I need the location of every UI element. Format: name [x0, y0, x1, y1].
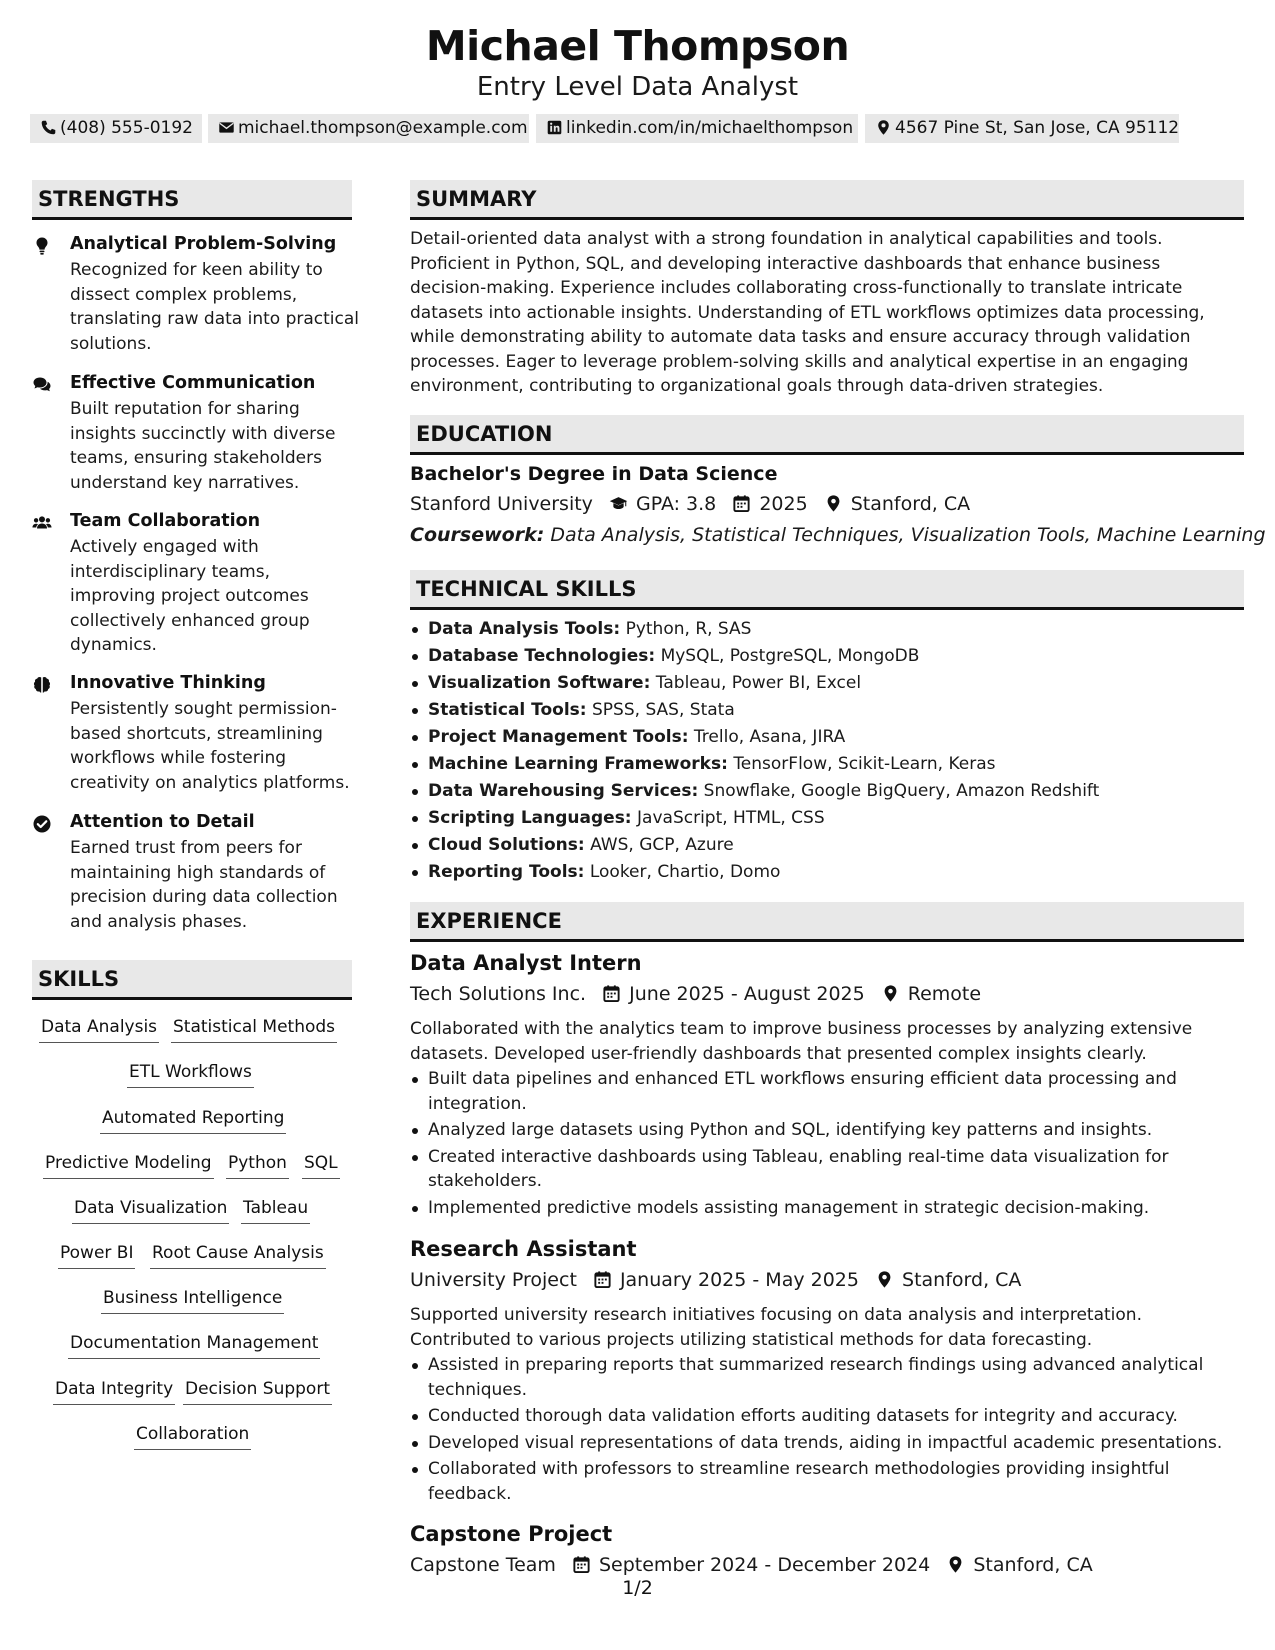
experience-heading: EXPERIENCE	[410, 902, 1244, 942]
skill-tag: Root Cause Analysis	[150, 1241, 326, 1269]
job-location: Stanford, CA	[973, 1554, 1093, 1576]
job-dates: September 2024 - December 2024	[598, 1554, 931, 1576]
map-marker-icon	[946, 1555, 965, 1574]
skill-tag: ETL Workflows	[127, 1060, 254, 1088]
skill-category: Cloud Solutions:	[428, 835, 585, 855]
map-marker-icon	[824, 494, 843, 513]
skill-category: Data Analysis Tools:	[428, 619, 621, 639]
list-item	[410, 859, 1240, 886]
email-chip[interactable]	[208, 114, 529, 143]
list-item	[410, 832, 1240, 859]
list-item	[410, 805, 1240, 832]
job-organization: Capstone Team	[410, 1554, 556, 1576]
skill-values: Tableau, Power BI, Excel	[655, 673, 862, 693]
strength-description: Built reputation for sharing insights succinctly with diverse teams, ensuring stakeholders understand key narratives.	[70, 399, 336, 493]
job-meta	[410, 1269, 1021, 1291]
address-chip	[865, 114, 1179, 143]
education-meta	[410, 493, 970, 515]
skill-category: Database Technologies:	[428, 646, 656, 666]
skill-values: Snowflake, Google BigQuery, Amazon Redshift	[703, 781, 1100, 801]
job-description: Collaborated with the analytics team to improve business processes by analyzing extensive datasets. Developed user-friendly dashboards that presented complex insights clearly.	[410, 1019, 1193, 1064]
technical-skills-heading: TECHNICAL SKILLS	[410, 570, 1244, 610]
strength-description: Recognized for keen ability to dissect complex problems, translating raw data into practical solutions.	[70, 260, 359, 354]
education-location: Stanford, CA	[850, 493, 971, 515]
skill-category: Scripting Languages:	[428, 808, 632, 828]
skill-tag: Statistical Methods	[171, 1015, 337, 1043]
strength-title: Innovative Thinking	[70, 673, 266, 693]
strength-title: Attention to Detail	[70, 812, 255, 832]
job-title: Research Assistant	[410, 1237, 637, 1261]
education-heading: EDUCATION	[410, 415, 1244, 455]
address-text: 4567 Pine St, San Jose, CA 95112	[895, 118, 1180, 138]
skill-values: TensorFlow, Scikit-Learn, Keras	[733, 754, 996, 774]
skill-values: Python, R, SAS	[625, 619, 752, 639]
skill-tag: Power BI	[58, 1241, 135, 1269]
job-organization: University Project	[410, 1269, 577, 1291]
map-marker-icon	[875, 1270, 894, 1289]
brain-icon	[32, 675, 54, 697]
calendar-icon	[593, 1270, 612, 1289]
skill-values: JavaScript, HTML, CSS	[637, 808, 825, 828]
job-title: Data Analyst Intern	[410, 951, 642, 975]
skill-tag: Automated Reporting	[100, 1106, 286, 1134]
skill-tag: Tableau	[241, 1196, 310, 1224]
graduation-year: 2025	[759, 493, 808, 515]
lightbulb-icon	[32, 236, 54, 258]
linkedin-text: linkedin.com/in/michaelthompson	[566, 118, 854, 138]
skill-tag: SQL	[302, 1151, 340, 1179]
strength-title: Analytical Problem-Solving	[70, 234, 337, 254]
skill-category: Data Warehousing Services:	[428, 781, 699, 801]
job-bullets	[410, 1067, 1240, 1222]
skill-values: Looker, Chartio, Domo	[589, 862, 781, 882]
list-item: Analyzed large datasets using Python and SQL, identifying key patterns and insights.	[410, 1118, 1240, 1143]
list-item: Conducted thorough data validation efforts auditing datasets for integrity and accuracy.	[410, 1404, 1240, 1429]
map-marker-icon	[875, 119, 892, 136]
calendar-icon	[572, 1555, 591, 1574]
skill-category: Statistical Tools:	[428, 700, 587, 720]
list-item: Created interactive dashboards using Tableau, enabling real-time data visualization for stakeholders.	[410, 1145, 1240, 1194]
job-description: Supported university research initiatives focusing on data analysis and interpretation. Contributed to various projects utilizing statistical methods for data forecasting.	[410, 1305, 1142, 1350]
skill-category: Visualization Software:	[428, 673, 651, 693]
contact-bar	[30, 114, 1244, 143]
users-icon	[32, 513, 54, 535]
skill-values: MySQL, PostgreSQL, MongoDB	[660, 646, 920, 666]
list-item: Collaborated with professors to streamline research methodologies providing insightful feedback.	[410, 1457, 1240, 1506]
graduation-cap-icon	[609, 494, 628, 513]
skill-values: SPSS, SAS, Stata	[592, 700, 735, 720]
job-meta	[410, 1554, 1093, 1576]
linkedin-chip[interactable]	[536, 114, 858, 143]
gpa-text: GPA: 3.8	[635, 493, 717, 515]
job-title: Capstone Project	[410, 1522, 613, 1546]
list-item: Developed visual representations of data trends, aiding in impactful academic presentations.	[410, 1431, 1240, 1456]
strength-title: Effective Communication	[70, 373, 316, 393]
strengths-heading: STRENGTHS	[32, 180, 352, 220]
job-dates: January 2025 - May 2025	[619, 1269, 859, 1291]
list-item: Built data pipelines and enhanced ETL workflows ensuring efficient data processing and integration.	[410, 1067, 1240, 1116]
list-item: Implemented predictive models assisting management in strategic decision-making.	[410, 1196, 1240, 1221]
coursework-text: Data Analysis, Statistical Techniques, Visualization Tools, Machine Learning	[550, 524, 1266, 546]
comments-icon	[32, 375, 54, 397]
list-item	[410, 670, 1240, 697]
coursework-label: Coursework:	[410, 524, 545, 546]
coursework-line	[410, 524, 1266, 546]
skill-tag: Data Visualization	[72, 1196, 229, 1224]
skill-tag: Predictive Modeling	[43, 1151, 214, 1179]
skill-tag: Collaboration	[134, 1422, 251, 1450]
candidate-role: Entry Level Data Analyst	[476, 72, 799, 102]
skill-category: Project Management Tools:	[428, 727, 689, 747]
strength-title: Team Collaboration	[70, 511, 261, 531]
linkedin-icon	[546, 119, 563, 136]
list-item	[410, 724, 1240, 751]
list-item	[410, 616, 1240, 643]
calendar-icon	[602, 984, 621, 1003]
strength-description: Earned trust from peers for maintaining high standards of precision during data collection and analysis phases.	[70, 838, 338, 932]
job-organization: Tech Solutions Inc.	[410, 983, 587, 1005]
list-item: Assisted in preparing reports that summarized research findings using advanced analytical techniques.	[410, 1353, 1240, 1402]
skill-tag: Decision Support	[183, 1377, 332, 1405]
phone-chip[interactable]	[30, 114, 202, 143]
strength-description: Actively engaged with interdisciplinary teams, improving project outcomes collectively enhanced group dynamics.	[70, 537, 310, 655]
phone-icon	[40, 119, 57, 136]
list-item	[410, 751, 1240, 778]
job-location: Stanford, CA	[902, 1269, 1022, 1291]
skill-values: AWS, GCP, Azure	[590, 835, 734, 855]
school-name: Stanford University	[410, 493, 593, 515]
page-indicator: 1/2	[622, 1577, 653, 1599]
skills-heading: SKILLS	[32, 960, 352, 1000]
job-bullets	[410, 1353, 1240, 1508]
envelope-icon	[218, 119, 235, 136]
check-circle-icon	[32, 814, 54, 836]
calendar-icon	[732, 494, 751, 513]
strength-description: Persistently sought permission-based shortcuts, streamlining workflows while fostering creativity on analytics platforms.	[70, 699, 350, 793]
degree-title: Bachelor's Degree in Data Science	[410, 463, 778, 485]
map-marker-icon	[881, 984, 900, 1003]
skill-category: Machine Learning Frameworks:	[428, 754, 728, 774]
summary-text: Detail-oriented data analyst with a strong foundation in analytical capabilities and tools. Proficient in Python, SQL, and developing interactive dashboards that enhance business decision-making. Experience includes collaborating cross-functionally to translate intricate datasets into actionable insights. Understanding of ETL workflows optimizes data processing, while demonstrating ability to automate data tasks and ensure accuracy through validation processes. Eager to leverage problem-solving skills and analytical expertise in an engaging environment, contributing to organizational goals through data-driven strategies.	[410, 229, 1205, 396]
skill-tag: Python	[226, 1151, 289, 1179]
list-item	[410, 778, 1240, 805]
list-item	[410, 643, 1240, 670]
list-item	[410, 697, 1240, 724]
skill-tag: Data Integrity	[53, 1377, 175, 1405]
email-text: michael.thompson@example.com	[238, 118, 528, 138]
skill-values: Trello, Asana, JIRA	[693, 727, 846, 747]
candidate-name: Michael Thompson	[425, 22, 850, 70]
job-meta	[410, 983, 981, 1005]
job-dates: June 2025 - August 2025	[629, 983, 865, 1005]
skill-category: Reporting Tools:	[428, 862, 585, 882]
summary-heading: SUMMARY	[410, 180, 1244, 220]
skill-tag: Business Intelligence	[101, 1286, 284, 1314]
technical-skills-list	[410, 616, 1240, 886]
job-location: Remote	[907, 983, 982, 1005]
skill-tag: Documentation Management	[68, 1331, 320, 1359]
phone-text: (408) 555-0192	[60, 118, 193, 138]
skill-tag: Data Analysis	[39, 1015, 159, 1043]
